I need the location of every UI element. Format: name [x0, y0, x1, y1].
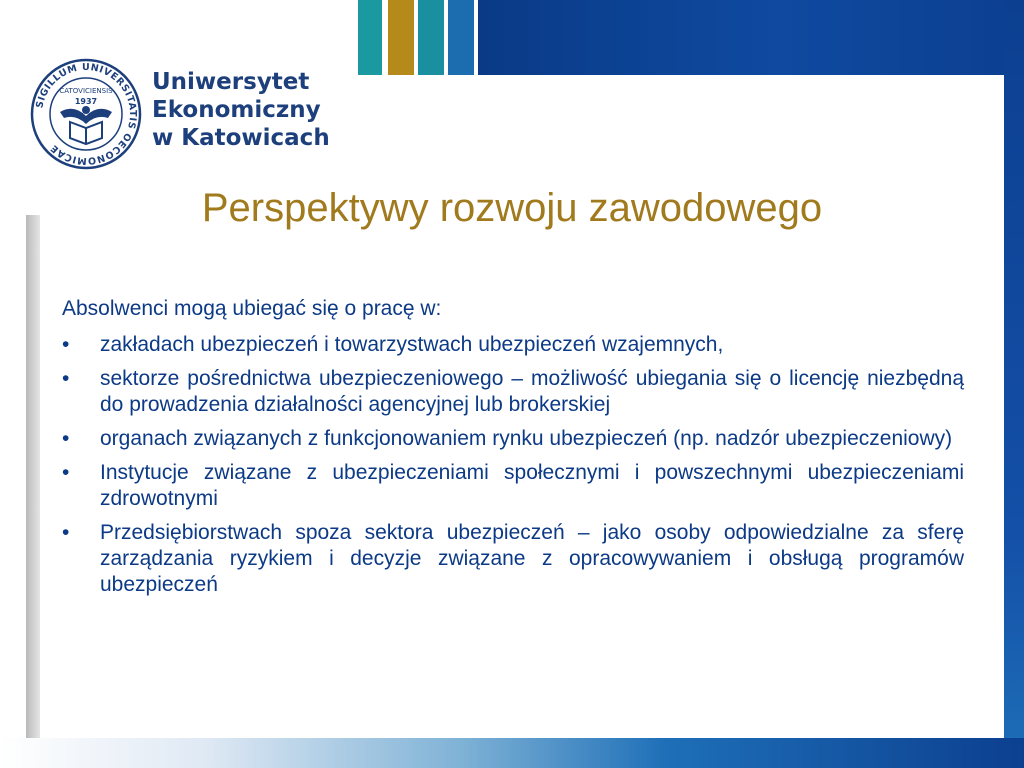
bullet-icon: • — [62, 427, 70, 450]
bullet-item — [62, 520, 964, 598]
bullet-icon: • — [62, 367, 70, 390]
seal-inner-text: CATOVICIENSIS — [59, 87, 113, 95]
gold-stripe — [388, 0, 414, 75]
bullet-item — [62, 460, 964, 512]
bullet-text: sektorze pośrednictwa ubezpieczeniowego – możliwość ubiegania się o licencję niezbędną do prowadzenia działalności agencyjnej lub brokerskiej — [100, 367, 964, 416]
slide-title: Perspektywy rozwoju zawodowego — [201, 186, 823, 230]
blue-stripe — [448, 0, 474, 75]
university-wordmark — [152, 68, 330, 152]
seal-year: 1937 — [74, 97, 98, 106]
bullet-list — [62, 332, 964, 598]
bullet-icon: • — [62, 521, 70, 544]
bullet-text: Instytucje związane z ubezpieczeniami społecznymi i powszechnymi ubezpieczeniami zdrowotnymi — [100, 461, 964, 510]
bottom-gradient-band — [0, 738, 1024, 768]
bullet-text: Przedsiębiorstwach spoza sektora ubezpieczeń – jako osoby odpowiedzialne za sferę zarządzania ryzykiem i decyzje związane z opracowywaniem i obsługą programów ubezpieczeń — [100, 521, 964, 596]
teal-stripe-2 — [418, 0, 444, 75]
right-blue-band — [1004, 0, 1024, 768]
bullet-item — [62, 366, 964, 418]
bullet-text: zakładach ubezpieczeń i towarzystwach ubezpieczeń wzajemnych, — [100, 333, 724, 356]
teal-stripe — [358, 0, 382, 75]
left-shadow-band — [26, 215, 40, 745]
bullet-item — [62, 426, 964, 452]
seal-ring-text: SIGILLUM UNIVERSITATIS OECONOMICAE — [34, 61, 139, 167]
slide-body — [62, 296, 964, 606]
intro-text: Absolwenci mogą ubiegać się o pracę w: — [62, 297, 442, 320]
bullet-icon: • — [62, 333, 70, 356]
bullet-item — [62, 332, 964, 358]
wordmark-line-2: Ekonomiczny — [152, 97, 321, 123]
wordmark-line-1: Uniwersytet — [152, 69, 310, 95]
wordmark-line-3: w Katowicach — [152, 125, 330, 151]
bullet-text: organach związanych z funkcjonowaniem rynku ubezpieczeń (np. nadzór ubezpieczeniowy) — [100, 427, 953, 450]
top-blue-band — [478, 0, 1024, 75]
bullet-icon: • — [62, 461, 70, 484]
university-seal-logo — [30, 58, 142, 170]
